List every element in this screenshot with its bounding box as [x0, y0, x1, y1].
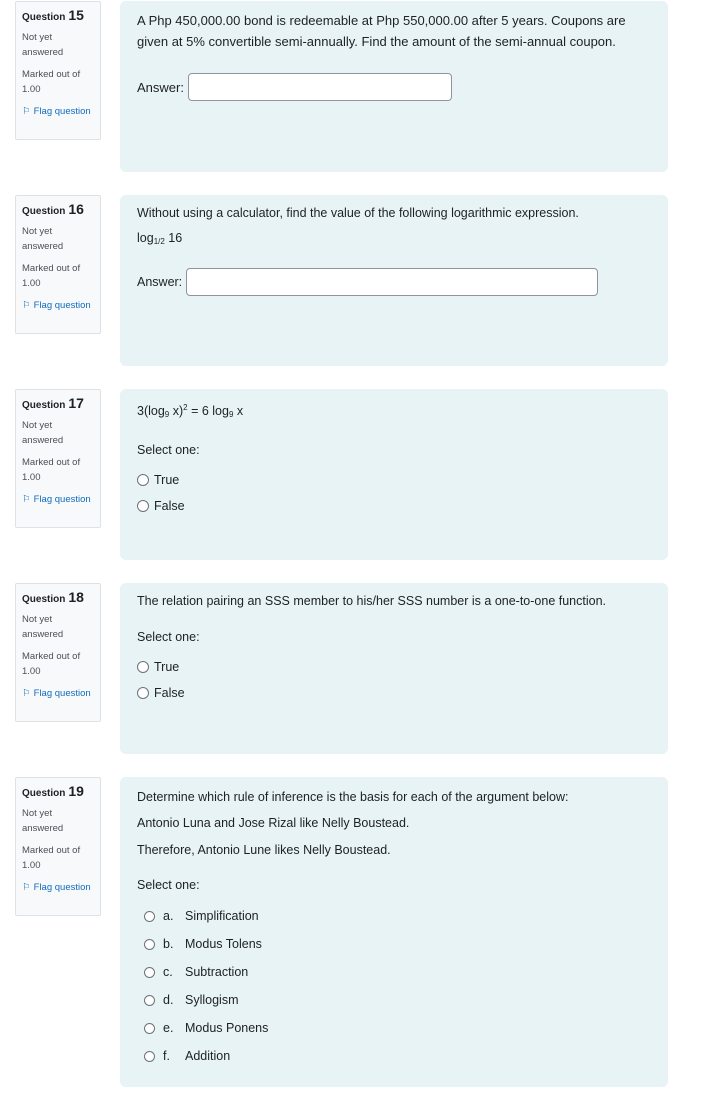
question-grade: Marked out of 1.00 [22, 651, 81, 677]
option-false[interactable]: False [137, 680, 651, 706]
flag-icon: ⚐ [22, 300, 31, 311]
question-info [15, 777, 101, 916]
question-state: Not yet answered [22, 614, 64, 640]
flag-question-link[interactable]: ⚐ Flag question [22, 688, 91, 699]
radio-button[interactable] [144, 1023, 155, 1034]
radio-button[interactable] [144, 1051, 155, 1062]
answer-label: Answer: [137, 79, 184, 95]
question-state: Not yet answered [22, 808, 64, 834]
answer-label: Answer: [137, 274, 183, 289]
radio-button[interactable] [144, 939, 155, 950]
answer-input[interactable] [188, 73, 452, 101]
option-true[interactable]: True [137, 654, 651, 680]
question-text: Determine which rule of inference is the basis for each of the argument below: Antonio Luna and Jose Rizal like Nelly Boustead. Therefore, Antonio Lune likes Nelly Boustead. [137, 790, 569, 857]
flag-question-link[interactable]: ⚐ Flag question [22, 494, 91, 505]
option-c[interactable]: c. Subtraction [137, 958, 651, 986]
question-text: $3(\log_9$ x)$^2$ = 6 $\log_9 x$ [137, 403, 244, 420]
question-info [15, 583, 101, 722]
radio-button[interactable] [137, 474, 149, 486]
question-info [15, 389, 101, 528]
option-true[interactable]: True [137, 467, 651, 493]
flag-question-link[interactable]: ⚐ Flag question [22, 882, 91, 893]
question-grade: Marked out of 1.00 [22, 69, 81, 95]
answer-row [137, 73, 651, 101]
flag-question-link[interactable]: ⚐ Flag question [22, 106, 91, 117]
flag-question-link[interactable]: ⚐ Flag question [22, 300, 91, 311]
log-expression: $\log_{1/2} 16$ [137, 231, 183, 246]
flag-icon: ⚐ [22, 106, 31, 117]
question-content [120, 583, 668, 754]
option-d[interactable]: d. Syllogism [137, 986, 651, 1014]
question-content [120, 777, 668, 1087]
answer-input[interactable] [186, 268, 598, 296]
question-text: A Php 450,000.00 bond is redeemable at Php 550,000.00 after 5 years. Coupons are given at 5% convertible semi-annually. Find the amount of the semi-annual coupon. [137, 13, 626, 49]
flag-icon: ⚐ [22, 688, 31, 699]
question-text: Without using a calculator, find the value of the following logarithmic expression. [137, 206, 579, 220]
flag-icon: ⚐ [22, 494, 31, 505]
option-f[interactable]: f. Addition [137, 1042, 651, 1070]
question-state: Not yet answered [22, 32, 64, 58]
question-grade: Marked out of 1.00 [22, 263, 81, 289]
select-one-prompt: Select one: [137, 630, 200, 644]
select-one-prompt: Select one: [137, 878, 200, 892]
question-state: Not yet answered [22, 226, 64, 252]
question-content [120, 195, 668, 366]
question-number: Question 19 [22, 783, 84, 799]
question-content [120, 389, 668, 560]
radio-button[interactable] [137, 661, 149, 673]
radio-button[interactable] [144, 911, 155, 922]
question-info [15, 195, 101, 334]
answer-row [137, 268, 651, 296]
question-text: The relation pairing an SSS member to his/her SSS number is a one-to-one function. [137, 594, 607, 608]
question-number: Question 17 [22, 395, 84, 411]
question-number: Question 16 [22, 201, 84, 217]
option-a[interactable]: a. Simplification [137, 902, 651, 930]
radio-button[interactable] [144, 967, 155, 978]
flag-icon: ⚐ [22, 882, 31, 893]
question-grade: Marked out of 1.00 [22, 457, 81, 483]
radio-button[interactable] [137, 687, 149, 699]
option-e[interactable]: e. Modus Ponens [137, 1014, 651, 1042]
option-b[interactable]: b. Modus Tolens [137, 930, 651, 958]
question-state: Not yet answered [22, 420, 64, 446]
radio-button[interactable] [137, 500, 149, 512]
question-number: Question 15 [22, 7, 84, 23]
question-content [120, 1, 668, 172]
question-grade: Marked out of 1.00 [22, 845, 81, 871]
option-false[interactable]: False [137, 493, 651, 519]
question-number: Question 18 [22, 589, 84, 605]
radio-button[interactable] [144, 995, 155, 1006]
select-one-prompt: Select one: [137, 443, 200, 458]
question-info [15, 1, 101, 140]
